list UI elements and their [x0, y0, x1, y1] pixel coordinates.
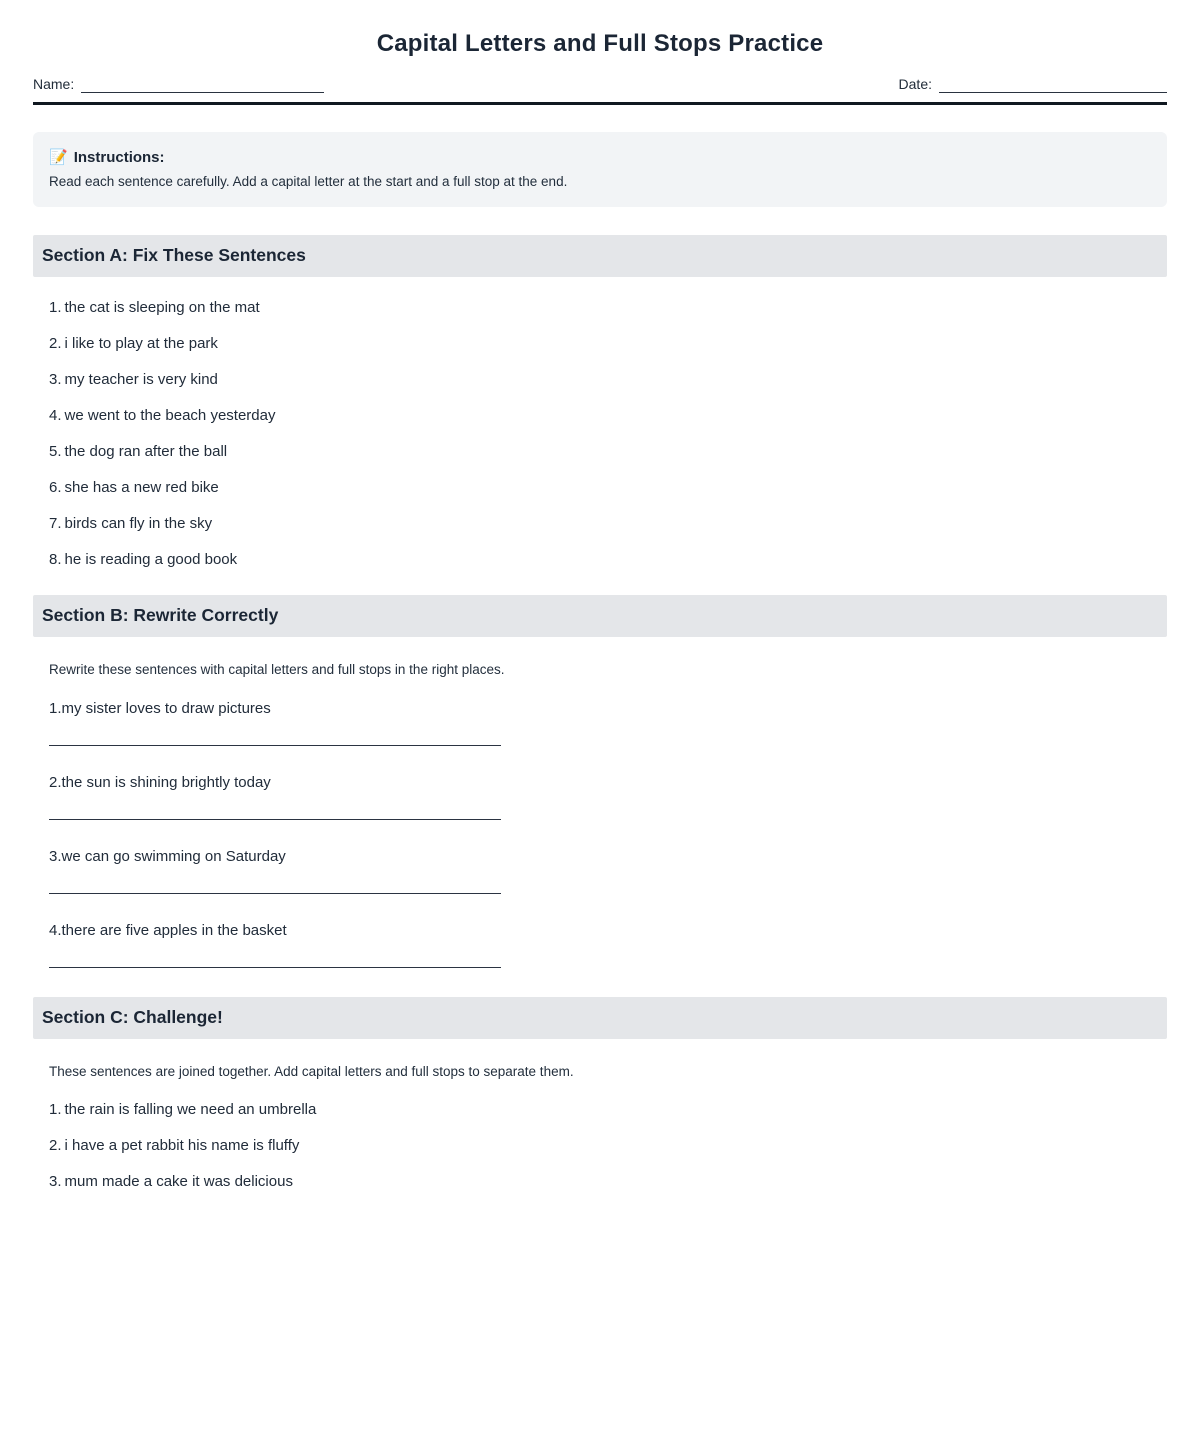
instructions-heading-row	[49, 148, 1151, 166]
sentence-number: 2.	[49, 335, 62, 352]
sentence-text: i have a pet rabbit his name is fluffy	[64, 1137, 300, 1154]
sentence-text: she has a new red bike	[64, 479, 219, 496]
rewrite-item	[49, 849, 1167, 894]
page-title: Capital Letters and Full Stops Practice	[376, 30, 824, 57]
sentence-number: 1.	[49, 1101, 62, 1118]
header-rule	[33, 102, 1167, 105]
sentence-text: we went to the beach yesterday	[64, 407, 276, 424]
sentence-number: 3.	[49, 371, 62, 388]
sentence-item	[49, 849, 1167, 864]
sentence-item	[49, 444, 1167, 459]
sentence-text: there are five apples in the basket	[61, 922, 287, 939]
sentence-text: we can go swimming on Saturday	[61, 848, 286, 865]
sentence-text: he is reading a good book	[64, 551, 238, 568]
sentence-text: the rain is falling we need an umbrella	[64, 1101, 317, 1118]
sentence-item	[49, 701, 1167, 716]
sentence-item	[49, 1102, 1167, 1117]
sentence-text: birds can fly in the sky	[64, 515, 213, 532]
sentence-text: i like to play at the park	[64, 335, 218, 352]
writing-line	[49, 864, 501, 894]
sentence-text: my teacher is very kind	[64, 371, 218, 388]
sentence-text: my sister loves to draw pictures	[61, 700, 271, 717]
section-a-list	[49, 300, 1167, 567]
section-c-header: Section C: Challenge!	[33, 997, 1167, 1039]
sentence-number: 6.	[49, 479, 62, 496]
instructions-text: Read each sentence carefully. Add a capital letter at the start and a full stop at the end.	[49, 174, 568, 189]
section-c-list	[49, 1102, 1167, 1189]
worksheet-page	[0, 30, 1200, 1189]
sentence-text: the dog ran after the ball	[64, 443, 228, 460]
sentence-item	[49, 372, 1167, 387]
name-field	[33, 76, 324, 93]
writing-line	[49, 938, 501, 968]
sentence-item	[49, 480, 1167, 495]
sentence-number: 4.	[49, 922, 62, 939]
sentence-item	[49, 1174, 1167, 1189]
sentence-number: 2.	[49, 1137, 62, 1154]
date-blank-line	[939, 80, 1167, 93]
date-label: Date:	[898, 76, 932, 92]
sentence-number: 1.	[49, 299, 62, 316]
sentence-number: 4.	[49, 407, 62, 424]
sentence-item	[49, 552, 1167, 567]
sentence-text: the cat is sleeping on the mat	[64, 299, 260, 316]
sentence-item	[49, 336, 1167, 351]
rewrite-item	[49, 701, 1167, 746]
name-date-row	[33, 76, 1167, 93]
sentence-item	[49, 923, 1167, 938]
sentence-item	[49, 516, 1167, 531]
sentence-item	[49, 775, 1167, 790]
sentence-number: 1.	[49, 700, 62, 717]
section-a-header: Section A: Fix These Sentences	[33, 235, 1167, 277]
rewrite-item	[49, 923, 1167, 968]
sentence-number: 2.	[49, 774, 62, 791]
sentence-item	[49, 1138, 1167, 1153]
name-blank-line	[81, 80, 324, 93]
rewrite-item	[49, 775, 1167, 820]
sentence-text: mum made a cake it was delicious	[64, 1173, 293, 1190]
section-b-header: Section B: Rewrite Correctly	[33, 595, 1167, 637]
sentence-number: 3.	[49, 848, 62, 865]
sentence-number: 3.	[49, 1173, 62, 1190]
sentence-number: 5.	[49, 443, 62, 460]
section-c-intro: These sentences are joined together. Add capital letters and full stops to separate them.	[49, 1064, 574, 1079]
sentence-item	[49, 408, 1167, 423]
sentence-text: the sun is shining brightly today	[61, 774, 271, 791]
instructions-heading: Instructions:	[73, 148, 165, 166]
sentence-number: 7.	[49, 515, 62, 532]
memo-icon: 📝	[49, 149, 68, 166]
sentence-number: 8.	[49, 551, 62, 568]
sentence-item	[49, 300, 1167, 315]
name-label: Name:	[33, 76, 75, 92]
section-b-intro: Rewrite these sentences with capital letters and full stops in the right places.	[49, 662, 505, 677]
writing-line	[49, 790, 501, 820]
date-field	[899, 76, 1167, 93]
writing-line	[49, 716, 501, 746]
instructions-box	[33, 132, 1167, 207]
